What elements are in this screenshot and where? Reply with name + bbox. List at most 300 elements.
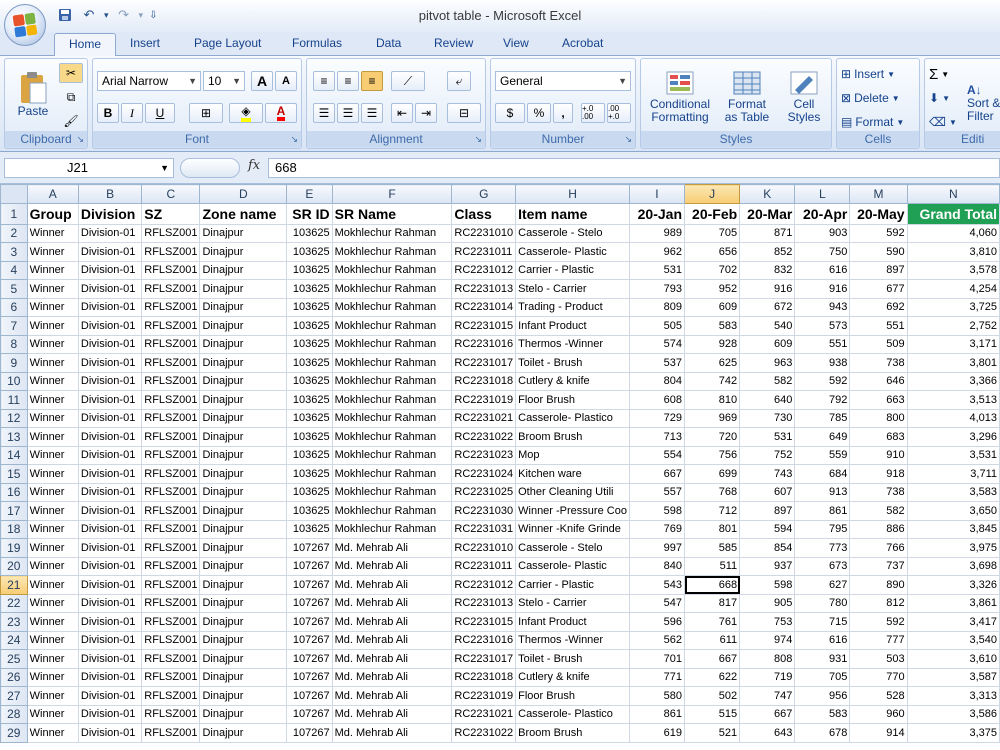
copy-button[interactable] [59,87,83,107]
data-cell[interactable]: 3,975 [907,539,999,558]
data-cell[interactable]: 699 [685,465,740,484]
data-cell[interactable]: 918 [850,465,907,484]
data-cell[interactable]: 729 [629,409,684,428]
data-cell[interactable]: 107267 [287,557,332,576]
tab-insert[interactable]: Insert [130,36,161,50]
data-cell[interactable]: Dinajpur [200,409,287,428]
data-cell[interactable]: 3,861 [907,594,999,613]
data-cell[interactable]: RC2231010 [452,224,516,243]
data-cell[interactable]: Winner [27,298,78,317]
column-header-b[interactable]: B [78,185,141,204]
data-cell[interactable]: RFLSZ001 [142,557,200,576]
align-bottom-button[interactable] [361,71,383,91]
data-cell[interactable]: RC2231030 [452,502,516,521]
paste-button[interactable] [11,63,55,125]
tab-home[interactable]: Home [54,33,116,57]
data-cell[interactable]: Casserole - Stelo [516,539,630,558]
data-cell[interactable]: RC2231013 [452,280,516,299]
data-cell[interactable]: 107267 [287,613,332,632]
data-cell[interactable]: 692 [850,298,907,317]
data-cell[interactable]: 840 [629,557,684,576]
data-cell[interactable]: Winner [27,724,78,743]
data-cell[interactable]: 809 [629,298,684,317]
data-cell[interactable]: 582 [740,372,795,391]
data-cell[interactable]: RC2231012 [452,576,516,595]
data-cell[interactable]: 812 [850,594,907,613]
data-cell[interactable]: RC2231019 [452,687,516,706]
data-cell[interactable]: Division-01 [78,243,141,262]
data-cell[interactable]: RC2231011 [452,557,516,576]
data-cell[interactable]: 753 [740,613,795,632]
data-cell[interactable]: RFLSZ001 [142,354,200,373]
grow-font-button[interactable]: A [251,71,273,91]
data-cell[interactable]: 3,171 [907,335,999,354]
row-header[interactable]: 29 [1,724,28,743]
data-cell[interactable]: 914 [850,724,907,743]
formula-bar-resize-handle[interactable] [180,158,240,178]
data-cell[interactable]: Mokhlechur Rahman [332,372,452,391]
conditional-formatting-button[interactable] [645,63,715,131]
align-right-button[interactable] [361,103,383,123]
column-header-i[interactable]: I [629,185,684,204]
align-center-button[interactable] [337,103,359,123]
header-cell[interactable]: SR ID [287,203,332,224]
data-cell[interactable]: 795 [795,520,850,539]
data-cell[interactable]: Winner -Pressure Coo [516,502,630,521]
row-header[interactable]: 24 [1,631,28,650]
row-header[interactable]: 10 [1,372,28,391]
data-cell[interactable]: 515 [685,705,740,724]
data-cell[interactable]: Casserole- Plastic [516,243,630,262]
data-cell[interactable]: 905 [740,594,795,613]
data-cell[interactable]: 3,375 [907,724,999,743]
header-cell[interactable]: 20-Apr [795,203,850,224]
increase-decimal-button[interactable]: +.0 .00 [581,103,605,123]
clipboard-launcher-icon[interactable]: ↘ [76,134,84,144]
column-header-d[interactable]: D [200,185,287,204]
data-cell[interactable]: 962 [629,243,684,262]
data-cell[interactable]: Division-01 [78,224,141,243]
data-cell[interactable]: Mokhlechur Rahman [332,520,452,539]
data-cell[interactable]: 943 [795,298,850,317]
data-cell[interactable]: RC2231021 [452,409,516,428]
column-header-h[interactable]: H [516,185,630,204]
undo-dropdown-icon[interactable]: ▾ [104,9,109,20]
data-cell[interactable]: Division-01 [78,428,141,447]
data-cell[interactable]: RC2231024 [452,465,516,484]
data-cell[interactable]: Kitchen ware [516,465,630,484]
row-header[interactable]: 4 [1,261,28,280]
data-cell[interactable]: RC2231010 [452,539,516,558]
data-cell[interactable]: 771 [629,668,684,687]
data-cell[interactable]: 640 [740,391,795,410]
data-cell[interactable]: Division-01 [78,372,141,391]
data-cell[interactable]: 766 [850,539,907,558]
data-cell[interactable]: 742 [685,372,740,391]
data-cell[interactable]: 668 [685,576,740,595]
data-cell[interactable]: Casserole- Plastico [516,705,630,724]
header-cell[interactable]: Zone name [200,203,287,224]
data-cell[interactable]: Winner [27,631,78,650]
data-cell[interactable]: 598 [629,502,684,521]
data-cell[interactable]: 903 [795,224,850,243]
data-cell[interactable]: Dinajpur [200,354,287,373]
alignment-launcher-icon[interactable]: ↘ [474,134,482,144]
data-cell[interactable]: 643 [740,724,795,743]
data-cell[interactable]: 574 [629,335,684,354]
increase-indent-button[interactable] [415,103,437,123]
row-header[interactable]: 14 [1,446,28,465]
column-header-k[interactable]: K [740,185,795,204]
data-cell[interactable]: 3,801 [907,354,999,373]
data-cell[interactable]: RFLSZ001 [142,298,200,317]
currency-button[interactable]: $ [495,103,525,123]
data-cell[interactable]: Division-01 [78,668,141,687]
column-header-g[interactable]: G [452,185,516,204]
wrap-text-button[interactable] [447,71,471,91]
data-cell[interactable]: 103625 [287,502,332,521]
data-cell[interactable]: Broom Brush [516,724,630,743]
data-cell[interactable]: Md. Mehrab Ali [332,705,452,724]
row-header[interactable]: 25 [1,650,28,669]
data-cell[interactable]: 673 [795,557,850,576]
data-cell[interactable]: RFLSZ001 [142,465,200,484]
data-cell[interactable]: RFLSZ001 [142,687,200,706]
insert-function-button[interactable]: fx [248,158,261,173]
data-cell[interactable]: 769 [629,520,684,539]
data-cell[interactable]: 511 [685,557,740,576]
data-cell[interactable]: Trading - Product [516,298,630,317]
data-cell[interactable]: 672 [740,298,795,317]
cell-styles-button[interactable] [779,63,829,131]
data-cell[interactable]: Cutlery & knife [516,668,630,687]
data-cell[interactable]: RC2231017 [452,650,516,669]
data-cell[interactable]: Md. Mehrab Ali [332,650,452,669]
column-header-l[interactable]: L [795,185,850,204]
insert-cells-button[interactable] [841,65,895,83]
data-cell[interactable]: RC2231022 [452,724,516,743]
data-cell[interactable]: 531 [740,428,795,447]
data-cell[interactable]: 928 [685,335,740,354]
data-cell[interactable]: 963 [740,354,795,373]
column-header-m[interactable]: M [850,185,907,204]
data-cell[interactable]: 509 [850,335,907,354]
font-color-button[interactable] [265,103,297,123]
data-cell[interactable]: 103625 [287,409,332,428]
data-cell[interactable]: Md. Mehrab Ali [332,539,452,558]
data-cell[interactable]: 583 [685,317,740,336]
data-cell[interactable]: Winner [27,243,78,262]
data-cell[interactable]: Winner [27,224,78,243]
data-cell[interactable]: RFLSZ001 [142,224,200,243]
data-cell[interactable]: Winner [27,613,78,632]
data-cell[interactable]: 103625 [287,335,332,354]
data-cell[interactable]: 562 [629,631,684,650]
row-header[interactable]: 18 [1,520,28,539]
data-cell[interactable]: Carrier - Plastic [516,261,630,280]
column-header-f[interactable]: F [332,185,452,204]
data-cell[interactable]: 777 [850,631,907,650]
cut-button[interactable] [59,63,83,83]
data-cell[interactable]: RFLSZ001 [142,613,200,632]
data-cell[interactable]: Dinajpur [200,539,287,558]
data-cell[interactable]: Casserole - Stelo [516,224,630,243]
data-cell[interactable]: 684 [795,465,850,484]
row-header[interactable]: 26 [1,668,28,687]
data-cell[interactable]: Dinajpur [200,224,287,243]
data-cell[interactable]: Winner [27,280,78,299]
data-cell[interactable]: 107267 [287,687,332,706]
data-cell[interactable]: 537 [629,354,684,373]
format-painter-button[interactable] [59,111,83,131]
underline-button[interactable]: U [145,103,175,123]
data-cell[interactable]: 103625 [287,391,332,410]
data-cell[interactable]: Dinajpur [200,650,287,669]
data-cell[interactable]: Division-01 [78,557,141,576]
data-cell[interactable]: Winner [27,594,78,613]
data-cell[interactable]: Mokhlechur Rahman [332,483,452,502]
row-header[interactable]: 8 [1,335,28,354]
data-cell[interactable]: RFLSZ001 [142,428,200,447]
row-header[interactable]: 23 [1,613,28,632]
data-cell[interactable]: 103625 [287,354,332,373]
data-cell[interactable]: RC2231015 [452,613,516,632]
data-cell[interactable]: Md. Mehrab Ali [332,668,452,687]
data-cell[interactable]: Division-01 [78,520,141,539]
data-cell[interactable]: 3,698 [907,557,999,576]
data-cell[interactable]: 4,254 [907,280,999,299]
header-cell[interactable]: Division [78,203,141,224]
data-cell[interactable]: RC2231016 [452,335,516,354]
data-cell[interactable]: Md. Mehrab Ali [332,594,452,613]
data-cell[interactable]: 792 [795,391,850,410]
data-cell[interactable]: Winner [27,261,78,280]
row-header[interactable]: 22 [1,594,28,613]
data-cell[interactable]: 103625 [287,465,332,484]
data-cell[interactable]: Dinajpur [200,631,287,650]
data-cell[interactable]: 609 [685,298,740,317]
data-cell[interactable]: Dinajpur [200,243,287,262]
data-cell[interactable]: Md. Mehrab Ali [332,576,452,595]
data-cell[interactable]: RFLSZ001 [142,261,200,280]
data-cell[interactable]: 554 [629,446,684,465]
data-cell[interactable]: RFLSZ001 [142,520,200,539]
tab-review[interactable]: Review [434,36,474,50]
data-cell[interactable]: Mokhlechur Rahman [332,446,452,465]
column-header-n[interactable]: N [907,185,999,204]
data-cell[interactable]: RFLSZ001 [142,668,200,687]
data-cell[interactable]: 503 [850,650,907,669]
data-cell[interactable]: 974 [740,631,795,650]
data-cell[interactable]: 540 [740,317,795,336]
data-cell[interactable]: 3,725 [907,298,999,317]
data-cell[interactable]: 3,578 [907,261,999,280]
data-cell[interactable]: 502 [685,687,740,706]
data-cell[interactable]: Division-01 [78,613,141,632]
data-cell[interactable]: Winner [27,446,78,465]
data-cell[interactable]: Mokhlechur Rahman [332,502,452,521]
header-cell[interactable]: 20-May [850,203,907,224]
data-cell[interactable]: Dinajpur [200,446,287,465]
data-cell[interactable]: 913 [795,483,850,502]
data-cell[interactable]: Dinajpur [200,613,287,632]
data-cell[interactable]: 752 [740,446,795,465]
data-cell[interactable]: Winner [27,483,78,502]
data-cell[interactable]: 800 [850,409,907,428]
data-cell[interactable]: Toilet - Brush [516,650,630,669]
data-cell[interactable]: Division-01 [78,705,141,724]
data-cell[interactable]: Winner [27,317,78,336]
data-cell[interactable]: RC2231018 [452,372,516,391]
data-cell[interactable]: Winner [27,372,78,391]
data-cell[interactable]: Division-01 [78,576,141,595]
data-cell[interactable]: 773 [795,539,850,558]
data-cell[interactable]: 598 [740,576,795,595]
data-cell[interactable]: Winner [27,335,78,354]
data-cell[interactable]: 738 [850,354,907,373]
data-cell[interactable]: 667 [685,650,740,669]
data-cell[interactable]: 956 [795,687,850,706]
data-cell[interactable]: Stelo - Carrier [516,280,630,299]
data-cell[interactable]: Division-01 [78,594,141,613]
data-cell[interactable]: Stelo - Carrier [516,594,630,613]
data-cell[interactable]: 737 [850,557,907,576]
column-header-e[interactable]: E [287,185,332,204]
data-cell[interactable]: 592 [850,224,907,243]
data-cell[interactable]: 107267 [287,650,332,669]
data-cell[interactable]: 646 [850,372,907,391]
data-cell[interactable]: 103625 [287,520,332,539]
data-cell[interactable]: 770 [850,668,907,687]
clear-button[interactable] [929,113,957,131]
data-cell[interactable]: RFLSZ001 [142,631,200,650]
data-cell[interactable]: 761 [685,613,740,632]
data-cell[interactable]: 3,711 [907,465,999,484]
data-cell[interactable]: RFLSZ001 [142,372,200,391]
data-cell[interactable]: Mokhlechur Rahman [332,261,452,280]
data-cell[interactable]: 656 [685,243,740,262]
data-cell[interactable]: Division-01 [78,631,141,650]
data-cell[interactable]: Mokhlechur Rahman [332,354,452,373]
data-cell[interactable]: 3,610 [907,650,999,669]
data-cell[interactable]: 852 [740,243,795,262]
borders-button[interactable] [189,103,223,123]
data-cell[interactable]: 590 [850,243,907,262]
data-cell[interactable]: 585 [685,539,740,558]
data-cell[interactable]: 3,513 [907,391,999,410]
data-cell[interactable]: 608 [629,391,684,410]
tab-formulas[interactable]: Formulas [292,36,343,50]
data-cell[interactable]: RC2231017 [452,354,516,373]
data-cell[interactable]: RFLSZ001 [142,391,200,410]
data-cell[interactable]: 557 [629,483,684,502]
row-header[interactable]: 6 [1,298,28,317]
data-cell[interactable]: Dinajpur [200,298,287,317]
data-cell[interactable]: Winner [27,705,78,724]
data-cell[interactable]: 713 [629,428,684,447]
data-cell[interactable]: Division-01 [78,483,141,502]
data-cell[interactable]: 768 [685,483,740,502]
data-cell[interactable]: 705 [795,668,850,687]
number-launcher-icon[interactable]: ↘ [624,134,632,144]
data-cell[interactable]: 103625 [287,243,332,262]
row-header[interactable]: 13 [1,428,28,447]
data-cell[interactable]: Mokhlechur Rahman [332,335,452,354]
data-cell[interactable]: 810 [685,391,740,410]
data-cell[interactable]: 808 [740,650,795,669]
data-cell[interactable]: Toilet - Brush [516,354,630,373]
data-cell[interactable]: 611 [685,631,740,650]
data-cell[interactable]: RC2231015 [452,317,516,336]
data-cell[interactable]: Dinajpur [200,465,287,484]
data-cell[interactable]: Infant Product [516,613,630,632]
data-cell[interactable]: 580 [629,687,684,706]
data-cell[interactable]: Dinajpur [200,724,287,743]
header-cell[interactable]: 20-Mar [740,203,795,224]
data-cell[interactable]: Dinajpur [200,391,287,410]
data-cell[interactable]: 677 [850,280,907,299]
data-cell[interactable]: Thermos -Winner [516,631,630,650]
data-cell[interactable]: 747 [740,687,795,706]
data-cell[interactable]: 678 [795,724,850,743]
data-cell[interactable]: 582 [850,502,907,521]
data-cell[interactable]: RFLSZ001 [142,539,200,558]
data-cell[interactable]: 3,587 [907,668,999,687]
data-cell[interactable]: 683 [850,428,907,447]
data-cell[interactable]: Md. Mehrab Ali [332,631,452,650]
data-cell[interactable]: Winner [27,354,78,373]
data-cell[interactable]: 910 [850,446,907,465]
number-format-combo[interactable] [495,71,631,91]
data-cell[interactable]: 3,586 [907,705,999,724]
row-header[interactable]: 16 [1,483,28,502]
name-box[interactable] [4,158,174,178]
delete-cells-button[interactable] [841,89,900,107]
data-cell[interactable]: 505 [629,317,684,336]
data-cell[interactable]: 551 [795,335,850,354]
data-cell[interactable]: 596 [629,613,684,632]
font-size-combo[interactable] [203,71,245,91]
data-cell[interactable]: 528 [850,687,907,706]
data-cell[interactable]: 861 [795,502,850,521]
data-cell[interactable]: 801 [685,520,740,539]
customize-qat-icon[interactable]: ⇩ [149,9,158,21]
data-cell[interactable]: Winner [27,687,78,706]
data-cell[interactable]: 103625 [287,224,332,243]
bold-button[interactable]: B [97,103,119,123]
row-header[interactable]: 21 [1,576,28,595]
data-cell[interactable]: RC2231018 [452,668,516,687]
data-cell[interactable]: Mokhlechur Rahman [332,391,452,410]
data-cell[interactable]: Md. Mehrab Ali [332,724,452,743]
font-name-combo[interactable] [97,71,201,91]
data-cell[interactable]: Dinajpur [200,428,287,447]
data-cell[interactable]: Dinajpur [200,280,287,299]
data-cell[interactable]: 3,810 [907,243,999,262]
data-cell[interactable]: 897 [850,261,907,280]
data-cell[interactable]: Division-01 [78,335,141,354]
data-cell[interactable]: RC2231022 [452,428,516,447]
data-cell[interactable]: 3,313 [907,687,999,706]
data-cell[interactable]: Winner [27,650,78,669]
data-cell[interactable]: Md. Mehrab Ali [332,613,452,632]
data-cell[interactable]: RFLSZ001 [142,724,200,743]
tab-view[interactable]: View [503,36,529,50]
data-cell[interactable]: 103625 [287,317,332,336]
data-cell[interactable]: 832 [740,261,795,280]
data-cell[interactable]: Dinajpur [200,687,287,706]
header-cell[interactable]: Item name [516,203,630,224]
